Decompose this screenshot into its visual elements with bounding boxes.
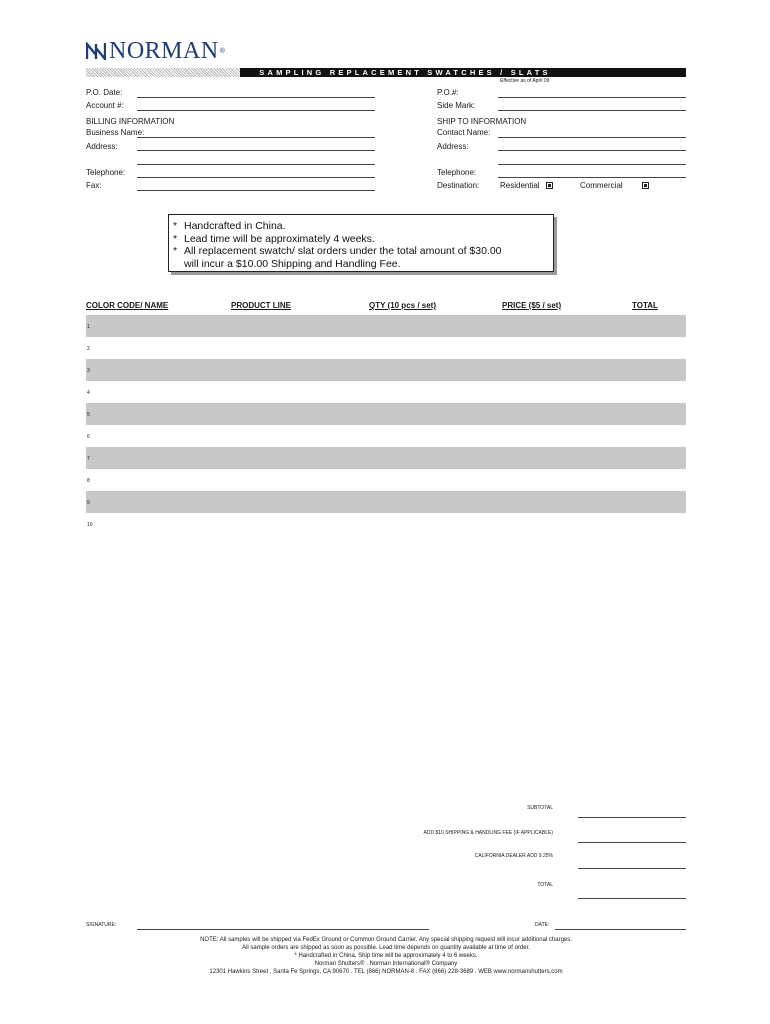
- notice-bullet: *: [173, 232, 178, 245]
- row-number: 5: [87, 412, 90, 418]
- row-number: 2: [87, 346, 90, 352]
- po-date-label: P.O. Date:: [86, 88, 123, 97]
- row-number: 1: [87, 324, 90, 330]
- table-row[interactable]: [86, 425, 686, 447]
- contact-name-label: Contact Name:: [437, 128, 491, 137]
- column-header-color-code: COLOR CODE/ NAME: [86, 301, 169, 310]
- notice-text-1: Handcrafted in China.: [184, 220, 286, 232]
- notice-box: [168, 214, 554, 272]
- commercial-checkbox[interactable]: [642, 182, 649, 189]
- fax-field[interactable]: [137, 190, 375, 191]
- total-field[interactable]: [578, 898, 686, 899]
- table-row[interactable]: [86, 337, 686, 359]
- billing-address-field-1[interactable]: [137, 150, 375, 151]
- row-number: 6: [87, 434, 90, 440]
- footer-note-handcrafted: * Handcrafted in China, Ship time will be approximately 4 to 6 weeks.: [294, 953, 478, 959]
- ship-address-field-2[interactable]: [498, 164, 686, 165]
- notice-line-4: [173, 258, 547, 271]
- form-title: SAMPLING REPLACEMENT SWATCHES / SLATS: [240, 68, 570, 77]
- signature-field[interactable]: [137, 929, 429, 930]
- ship-telephone-field[interactable]: [498, 177, 686, 178]
- ship-telephone-label: Telephone:: [437, 168, 477, 177]
- side-mark-field[interactable]: [498, 110, 686, 111]
- footer-address: 12301 Hawkins Street . Santa Fe Springs, CA 90670 . TEL (866) NORMAN-8 . FAX (866) 228-3689 . WEB www.normanshutters.com: [209, 969, 563, 975]
- table-row[interactable]: [86, 513, 686, 535]
- norman-logo: [86, 40, 225, 62]
- commercial-label: Commercial: [580, 181, 623, 190]
- column-header-qty: QTY (10 pcs / set): [369, 301, 436, 310]
- po-number-label: P.O.#:: [437, 88, 459, 97]
- table-row[interactable]: [86, 359, 686, 381]
- fax-label: Fax:: [86, 181, 102, 190]
- row-number: 7: [87, 456, 90, 462]
- ship-address-field-1[interactable]: [498, 150, 686, 151]
- row-number: 10: [87, 522, 93, 528]
- po-date-field[interactable]: [137, 97, 375, 98]
- footer-company: Norman Shutters® . Norman International® Company: [314, 961, 458, 967]
- row-number: 8: [87, 478, 90, 484]
- po-number-field[interactable]: [498, 97, 686, 98]
- table-row[interactable]: [86, 403, 686, 425]
- norman-logo-icon: [86, 42, 106, 60]
- date-field[interactable]: [555, 929, 686, 930]
- business-name-label: Business Name:: [86, 128, 145, 137]
- notice-text-4: will incur a $10.00 Shipping and Handling Fee.: [184, 257, 401, 270]
- account-label: Account #:: [86, 101, 124, 110]
- table-row[interactable]: [86, 315, 686, 337]
- shipping-fee-field[interactable]: [578, 842, 686, 843]
- table-row[interactable]: [86, 469, 686, 491]
- notice-bullet: *: [173, 220, 178, 232]
- notice-line-3: [173, 245, 547, 258]
- destination-label: Destination:: [437, 181, 480, 190]
- subtotal-field[interactable]: [578, 817, 686, 818]
- notice-bullet: *: [173, 245, 178, 257]
- brand-registered-mark: ®: [219, 47, 225, 55]
- shipping-fee-label: ADD $10 SHIPPING & HANDLING FEE (IF APPLICABLE): [423, 830, 553, 836]
- contact-name-field[interactable]: [498, 137, 686, 138]
- notice-text-3: All replacement swatch/ slat orders under the total amount of $30.00: [184, 245, 502, 257]
- notice-text-2: Lead time will be approximately 4 weeks.: [184, 232, 375, 245]
- column-header-product-line: PRODUCT LINE: [231, 301, 291, 310]
- subtotal-label: SUBTOTAL: [527, 805, 553, 811]
- table-row[interactable]: [86, 491, 686, 513]
- account-field[interactable]: [137, 110, 375, 111]
- brand-name: NORMAN: [109, 38, 219, 64]
- billing-telephone-label: Telephone:: [86, 168, 126, 177]
- ship-address-label: Address:: [437, 142, 469, 151]
- commercial-option[interactable]: [580, 181, 649, 191]
- column-header-price: PRICE ($5 / set): [502, 301, 562, 310]
- effective-date: Effective as of April 09: [500, 78, 550, 84]
- billing-heading: BILLING INFORMATION: [86, 117, 175, 126]
- table-row[interactable]: [86, 447, 686, 469]
- signature-label: SIGNATURE:: [86, 922, 117, 928]
- column-header-total: TOTAL: [632, 301, 658, 310]
- notice-line-2: [173, 233, 547, 246]
- footer-note-shipping: NOTE: All samples will be shipped via FedEx Ground or Common Ground Carrier. Any special shipping request will incur additional charges.: [200, 937, 572, 943]
- business-name-field[interactable]: [137, 137, 375, 138]
- residential-checkbox[interactable]: [546, 182, 553, 189]
- total-label: TOTAL: [537, 882, 553, 888]
- row-number: 9: [87, 500, 90, 506]
- residential-option[interactable]: [500, 181, 553, 191]
- side-mark-label: Side Mark:: [437, 101, 476, 110]
- california-tax-field[interactable]: [578, 868, 686, 869]
- ship-heading: SHIP TO INFORMATION: [437, 117, 527, 126]
- table-row[interactable]: [86, 381, 686, 403]
- residential-label: Residential: [500, 181, 540, 190]
- billing-address-field-2[interactable]: [137, 164, 375, 165]
- california-tax-label: CALIFORNIA DEALER ADD 9.25%: [474, 853, 553, 859]
- row-number: 4: [87, 390, 90, 396]
- row-number: 3: [87, 368, 90, 374]
- billing-telephone-field[interactable]: [137, 177, 375, 178]
- notice-line-1: [173, 220, 547, 233]
- billing-address-label: Address:: [86, 142, 118, 151]
- footer-note-lead-time: All sample orders are shipped as soon as possible. Lead time depends on quantity available at time of order.: [242, 945, 530, 951]
- date-label: DATE:: [535, 922, 550, 928]
